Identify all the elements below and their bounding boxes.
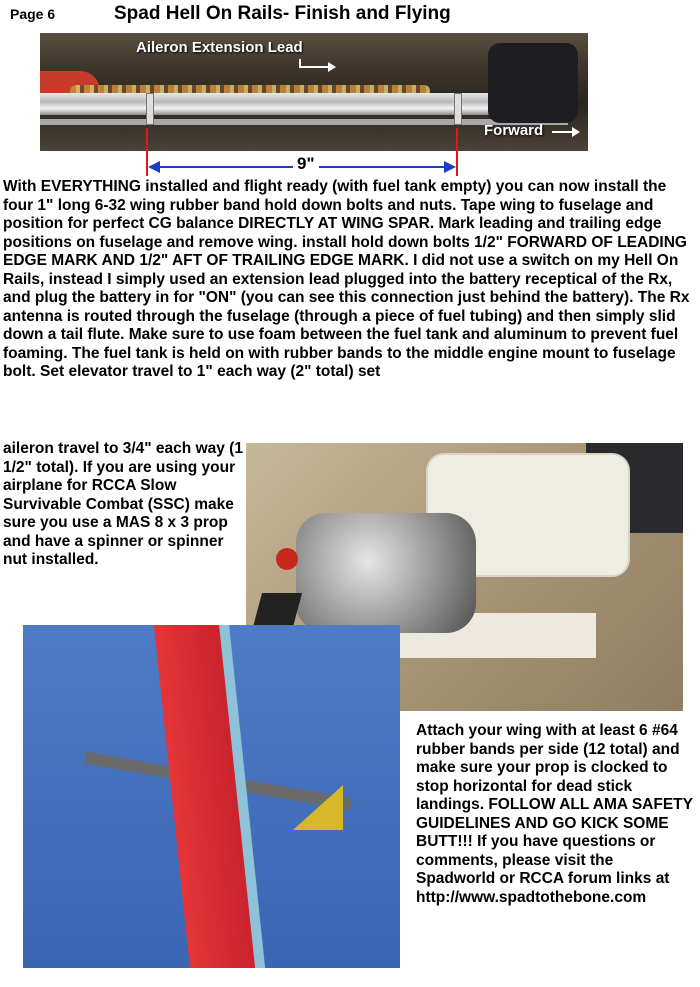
hold-down-bolt-front bbox=[146, 93, 154, 125]
dimension-left-arrow-icon bbox=[148, 161, 160, 173]
page-title: Spad Hell On Rails- Finish and Flying bbox=[114, 3, 451, 24]
hold-down-bolt-rear bbox=[454, 93, 462, 125]
engine bbox=[296, 513, 476, 633]
aileron-extension-label: Aileron Extension Lead bbox=[136, 39, 303, 56]
travel-paragraph: aileron travel to 3/4" each way (1 1/2" total). If you are using your airplane for RCCA Slow Survivable Combat (SSC) make sure you use a MAS 8 x 3 prop and have a spinner or spinner nut installed. bbox=[3, 440, 243, 568]
dimension-right-line bbox=[456, 128, 458, 176]
closing-paragraph: Attach your wing with at least 6 #64 rubber bands per side (12 total) and make sure your prop is clocked to stop horizontal for dead stick landings. FOLLOW ALL AMA SAFETY GUIDELINES AND GO KICK SOME BUTT!!! If you have questions or comments, please visit the Spadworld or RCCA forum links at http://www.spadtothebone.com bbox=[416, 722, 693, 906]
dimension-label: 9" bbox=[293, 154, 319, 174]
page-number: Page 6 bbox=[10, 6, 56, 22]
flying-plane-photo bbox=[23, 625, 400, 968]
instruction-paragraph: With EVERYTHING installed and flight ready (with fuel tank empty) you can now install the four 1" long 6-32 wing rubber band hold down bolts and nuts. Tape wing to fuselage and position for perfect CG balance DIRECTLY AT WING SPAR. Mark leading and trailing edge positions on fuselage and remove wing. install hold down bolts 1/2" FORWARD OF LEADING EDGE MARK AND 1/2" AFT OF TRAILING EDGE MARK. I did not use a switch on my Hell On Rails, instead I simply used an extension lead plugged into the battery receptical of the Rx, and plug the battery in for "ON" (you can see this connection just behind the battery). The Rx antenna is routed through the fuselage (through a piece of fuel tubing) and then simply slid down a tail flute. Make sure to use foam between the fuel tank and aluminum to prevent fuel foaming. The fuel tank is held on with rubber bands to the middle engine mount to fuselage bolt. Set elevator travel to 1" each way (2" total) set bbox=[3, 178, 690, 380]
dimension-right-arrow-icon bbox=[444, 161, 456, 173]
fuselage-rail-photo bbox=[40, 33, 588, 151]
aileron-arrow-icon bbox=[298, 57, 338, 73]
forward-arrow-icon bbox=[552, 125, 582, 139]
forward-label: Forward bbox=[484, 122, 544, 139]
